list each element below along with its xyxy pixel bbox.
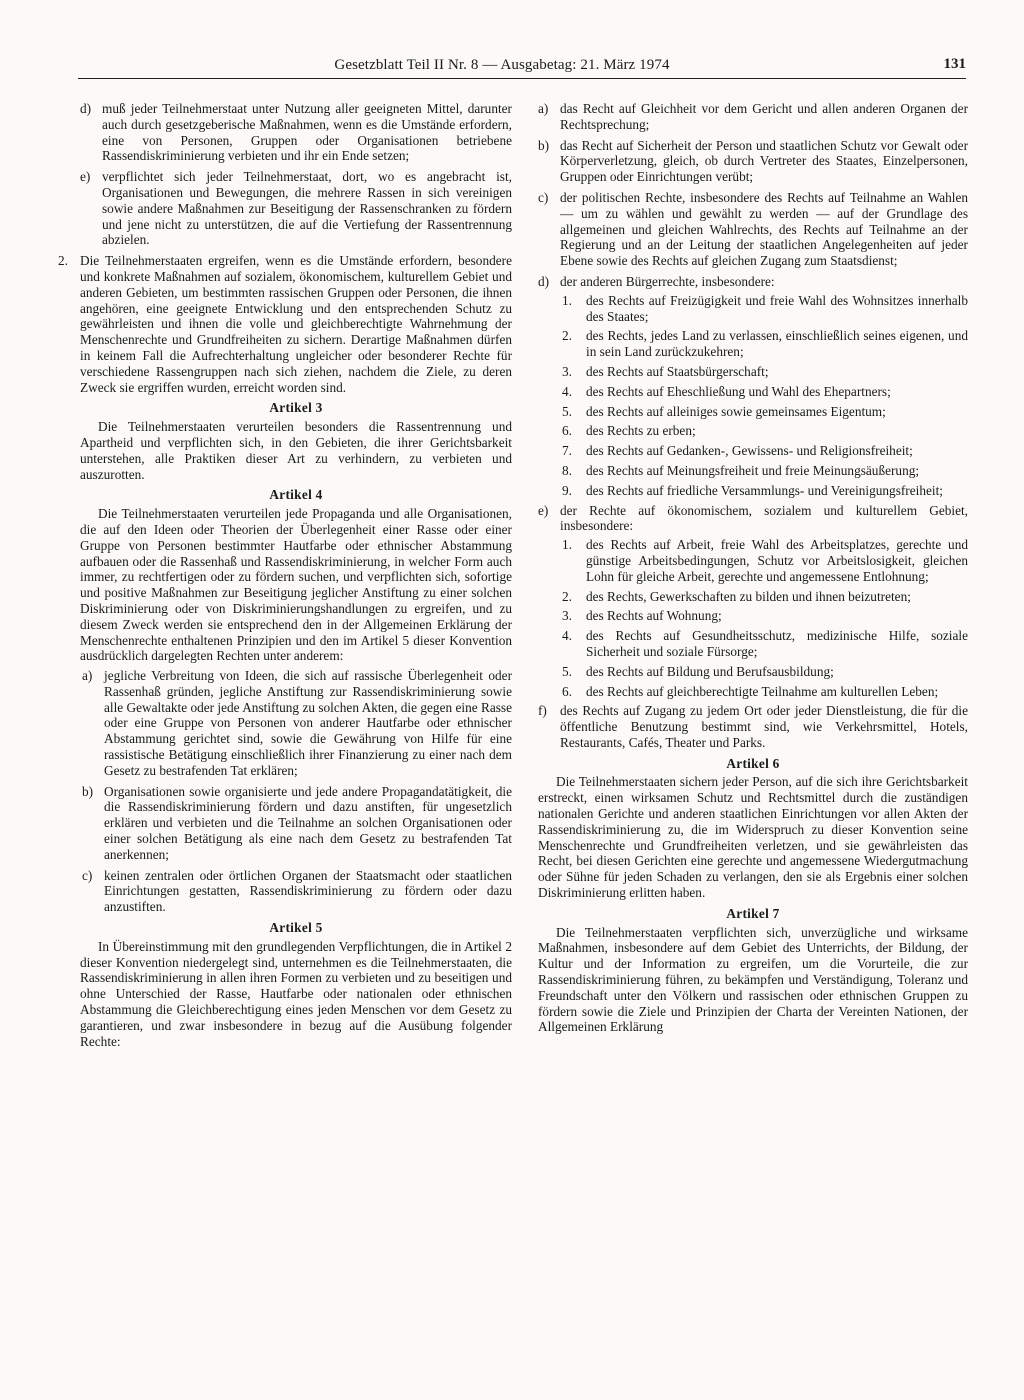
article-6-heading: Artikel 6 (726, 755, 780, 771)
sub-item (560, 364, 968, 380)
sub-text: des Rechts auf Meinungsfreiheit und freie Meinungsäußerung; (586, 462, 920, 478)
list-item (80, 169, 512, 248)
sub-item (560, 384, 968, 400)
left-column (58, 101, 512, 1053)
list-item (538, 101, 968, 133)
sub-marker: 9. (562, 482, 572, 498)
item-marker: d) (80, 101, 92, 116)
sublist-d (560, 293, 968, 499)
point-2 (58, 253, 512, 395)
sub-item (560, 328, 968, 360)
sub-marker: 2. (562, 588, 572, 604)
sub-marker: 8. (562, 462, 572, 478)
sub-text: des Rechts auf Gesundheitsschutz, medizinische Hilfe, soziale Sicherheit und soziale Fürsorge; (586, 628, 968, 659)
sub-item (560, 423, 968, 439)
item-text: der politischen Rechte, insbesondere des Rechts auf Teilnahme an Wahlen — um zu wählen und gewählt zu werden — auf der Grundlage des allgemeinen und gleichen Wahlrechts, des Rechts auf Teilnahme an der Regierung und an der Leitung der staatlichen Angelegenheiten auf jeder Ebene sowie des Rechts auf gleichen Zugang zum Staatsdienst; (560, 189, 968, 269)
article-3-heading: Artikel 3 (269, 400, 323, 416)
sub-marker: 4. (562, 383, 572, 399)
article-5-text: In Übereinstimmung mit den grundlegenden Verpflichtungen, die in Artikel 2 dieser Konvention niedergelegt sind, unternehmen es die Teilnehmerstaaten, die Rassendiskriminierung in allen ihren Formen zu verbieten und zu beseitigen und ohne Unterschied der Rasse, Hautfarbe oder nationalen oder ethnischen Abstammung die Gleichberechtigung eines jeden Menschen vor dem Gesetz zu garantieren, und zwar insbesondere in bezug auf die Ausübung folgender Rechte: (80, 938, 512, 1049)
item-marker: 2. (58, 253, 68, 269)
sub-text: des Rechts auf Staatsbürgerschaft; (586, 363, 769, 379)
list-item (82, 868, 512, 915)
article-7-text: Die Teilnehmerstaaten verpflichten sich, unverzügliche und wirksame Maßnahmen, insbesondere auf dem Gebiet des Unterrichts, der Bildung, der Kultur und der Information zu ergreifen, um die Vorurteile, die zur Rassendiskriminierung führen, zu bekämpfen und Verständigung, Toleranz und Freundschaft unter den Völkern und rassischen oder ethnischen Gruppen zu fördern sowie die Ziele und Prinzipien der Charta der Vereinten Nationen, der Allgemeinen Erklärung (538, 924, 968, 1035)
sub-marker: 6. (562, 683, 572, 699)
sub-marker: 2. (562, 328, 572, 344)
sub-item (560, 608, 968, 624)
header-title: Gesetzblatt Teil II Nr. 8 — Ausgabetag: 21. März 1974 (334, 57, 670, 73)
list-item (538, 703, 968, 750)
sub-text: des Rechts auf gleichberechtigte Teilnahme am kulturellen Leben; (586, 683, 939, 699)
item-text: der Rechte auf ökonomischem, sozialem und kulturellem Gebiet, insbesondere: (560, 502, 968, 534)
list-item (538, 190, 968, 269)
sub-item (560, 443, 968, 459)
sub-marker: 3. (562, 363, 572, 379)
sub-marker: 7. (562, 443, 572, 459)
item-marker: b) (538, 137, 550, 153)
item-marker: c) (538, 189, 549, 205)
sub-item (560, 664, 968, 680)
sub-text: des Rechts auf Freizügigkeit und freie Wahl des Wohnsitzes innerhalb des Staates; (586, 292, 968, 324)
sub-marker: 1. (562, 537, 572, 553)
article-4-heading: Artikel 4 (269, 487, 323, 503)
list-item (80, 101, 512, 164)
article-4-text: Die Teilnehmerstaaten verurteilen jede Propaganda und alle Organisationen, die auf den Ideen oder Theorien der Überlegenheit einer Rasse oder einer Gruppe von Personen bestimmter Hautfarbe oder ethnischer Abstammung aufbauen oder die Rassenhaß und Rassendiskriminierung, in welcher Form auch immer, zu rechtfertigen oder zu fördern suchen, und verpflichten sich, sofortige und positive Maßnahmen zur Beseitigung jeglicher Anstiftung zu einer solchen Diskriminierung oder von Diskriminierungshandlungen zu ergreifen, und zu diesem Zweck werden sie entsprechend den in der Allgemeinen Erklärung der Menschenrechte enthaltenen Prinzipien und den im Artikel 5 dieser Konvention ausdrücklich dargelegten Rechten unter anderem: (80, 506, 512, 664)
sub-marker: 4. (562, 628, 572, 644)
page-header (78, 56, 966, 79)
sub-text: des Rechts auf Wohnung; (586, 608, 722, 624)
sub-marker: 1. (562, 292, 572, 308)
sub-text: des Rechts zu erben; (586, 423, 696, 439)
item-text: keinen zentralen oder örtlichen Organen der Staatsmacht oder staatlichen Einrichtungen gestatten, Rassendiskriminierung zu fördern oder dazu anzustiften. (104, 867, 512, 915)
sub-item (560, 537, 968, 584)
sub-text: des Rechts auf Gedanken-, Gewissens- und Religionsfreiheit; (586, 443, 913, 459)
item-text: muß jeder Teilnehmerstaat unter Nutzung aller geeigneten Mittel, darunter auch durch gesetzgeberische Maßnahmen, wenn es die Umstände erfordern, eine von Personen, Gruppen oder Organisationen betriebene Rassendiskriminierung verbieten und ihr ein Ende setzen; (102, 101, 512, 164)
sub-text: des Rechts, jedes Land zu verlassen, einschließlich seines eigenen, und in sein Land zurückzukehren; (586, 328, 968, 360)
list-item (82, 784, 512, 863)
sub-item (560, 404, 968, 420)
sub-marker: 3. (562, 608, 572, 624)
item-marker: a) (82, 668, 93, 684)
list-item (82, 668, 512, 779)
item-text: Die Teilnehmerstaaten ergreifen, wenn es die Umstände erfordern, besondere und konkrete Maßnahmen auf sozialem, ökonomischem, kulturellem Gebiet und anderen Gebieten, um bestimmten rassischen Gruppen oder Personen, die ihnen angehören, eine geeignete Entwicklung und den entsprechenden Schutz zu gewährleisten und ihnen die volle und gleichberechtigte Wahrnehmung der Menschenrechte und Grundfreiheiten zu sichern. Derartige Maßnahmen dürfen in keinem Fall die Aufrechterhaltung ungleicher oder besonderer Rechte für verschiedene Rassengruppen nach sich ziehen, nachdem die Ziele, zu deren Zweck sie ergriffen wurden, erreicht worden sind. (80, 253, 512, 395)
sub-item (560, 684, 968, 700)
item-marker: d) (538, 273, 550, 289)
sub-text: des Rechts auf Eheschließung und Wahl des Ehepartners; (586, 383, 891, 399)
item-text: das Recht auf Gleichheit vor dem Gericht und allen anderen Organen der Rechtsprechung; (560, 101, 968, 132)
sub-item (560, 589, 968, 605)
article-6-text: Die Teilnehmerstaaten sichern jeder Person, auf die sich ihre Gerichtsbarkeit erstreckt, einen wirksamen Schutz und Rechtsmittel durch die zuständigen nationalen Gerichte und anderen staatlichen Einrichtungen vor allen Akten der Rassendiskriminierung zu, die im Widerspruch zu dieser Konvention seine Menschenrechte und Grundfreiheiten verletzen, und sie gewährleisten das Recht, bei diesen Gerichten eine gerechte und angemessene Wiedergutmachung oder Sühne für jeden Schaden zu verlangen, den sie als Ergebnis einer solchen Diskriminierung erlitten haben. (538, 774, 968, 901)
sub-text: des Rechts auf alleiniges sowie gemeinsames Eigentum; (586, 403, 886, 419)
article-7-heading: Artikel 7 (726, 905, 780, 921)
item-text: das Recht auf Sicherheit der Person und staatlichen Schutz vor Gewalt oder Körperverletzung, gleich, ob durch Vertreter des Staates, Einzelpersonen, Gruppen oder Einrichtungen verübt; (560, 137, 968, 185)
sub-marker: 5. (562, 403, 572, 419)
sub-marker: 5. (562, 663, 572, 679)
sub-item (560, 483, 968, 499)
item-text: verpflichtet sich jeder Teilnehmerstaat, dort, wo es angebracht ist, Organisationen und Bewegungen, die mehrere Rassen in sich vereinigen sowie andere Maßnahmen zur Beseitigung der Rassenschranken zu fördern und jene nicht zu unterstützen, die auf die Vertiefung der Rassentrennung abzielen. (102, 169, 512, 248)
sub-text: des Rechts, Gewerkschaften zu bilden und ihnen beizutreten; (586, 588, 911, 604)
sub-item (560, 293, 968, 325)
item-marker: b) (82, 783, 94, 799)
sublist-e (560, 537, 968, 699)
sub-text: des Rechts auf friedliche Versammlungs- und Vereinigungsfreiheit; (586, 482, 943, 498)
sub-marker: 6. (562, 423, 572, 439)
page-number: 131 (943, 56, 966, 72)
item-text: der anderen Bürgerrechte, insbesondere: (560, 273, 775, 289)
item-marker: c) (82, 867, 93, 883)
item-marker: e) (538, 502, 549, 518)
sub-text: des Rechts auf Bildung und Berufsausbildung; (586, 663, 834, 679)
list-item (538, 274, 968, 290)
item-marker: e) (80, 169, 91, 185)
item-marker: f) (538, 703, 547, 719)
item-text: Organisationen sowie organisierte und jede andere Propagandatätigkeit, die die Rassendiskriminierung fördern und dazu anstiften, für ungesetzlich erklären und verbieten und die Teilnahme an solchen Organisationen oder einer solchen Betätigung als eine nach dem Gesetz zu bestrafenden Tat anerkennen; (104, 783, 512, 862)
item-text: jegliche Verbreitung von Ideen, die sich auf rassische Überlegenheit oder Rassenhaß gründen, jegliche Anstiftung zur Rassendiskriminierung sowie alle Gewaltakte oder jede Anstiftung zu solchen Akten, die gegen eine Rasse oder eine Gruppe von Personen von anderer Hautfarbe oder ethnischer Abstammung gerichtet sind, sowie die Gewährung von Hilfe für eine rassistische Betätigung einschließlich ihrer Finanzierung zu einer nach dem Gesetz zu bestrafenden Tat erklären; (104, 668, 512, 778)
right-column (538, 101, 968, 1039)
article-3-text: Die Teilnehmerstaaten verurteilen besonders die Rassentrennung und Apartheid und verpflichten sich, in den Gebieten, die ihrer Gerichtsbarkeit unterstehen, alle Praktiken dieser Art zu verhindern, zu verbieten und auszurotten. (80, 419, 512, 482)
item-text: des Rechts auf Zugang zu jedem Ort oder jeder Dienstleistung, die für die öffentliche Benutzung bestimmt sind, wie Verkehrsmittel, Hotels, Restaurants, Cafés, Theater und Parks. (560, 703, 968, 750)
list-item (538, 138, 968, 185)
list-item (538, 503, 968, 535)
sub-item (560, 463, 968, 479)
item-marker: a) (538, 101, 549, 116)
sub-text: des Rechts auf Arbeit, freie Wahl des Arbeitsplatzes, gerechte und günstige Arbeitsbedingungen, Schutz vor Arbeitslosigkeit, gleichen Lohn für gleiche Arbeit, gerechte und angemessene Entlohnung; (586, 537, 968, 584)
article-5-heading: Artikel 5 (269, 920, 323, 936)
sub-item (560, 628, 968, 660)
